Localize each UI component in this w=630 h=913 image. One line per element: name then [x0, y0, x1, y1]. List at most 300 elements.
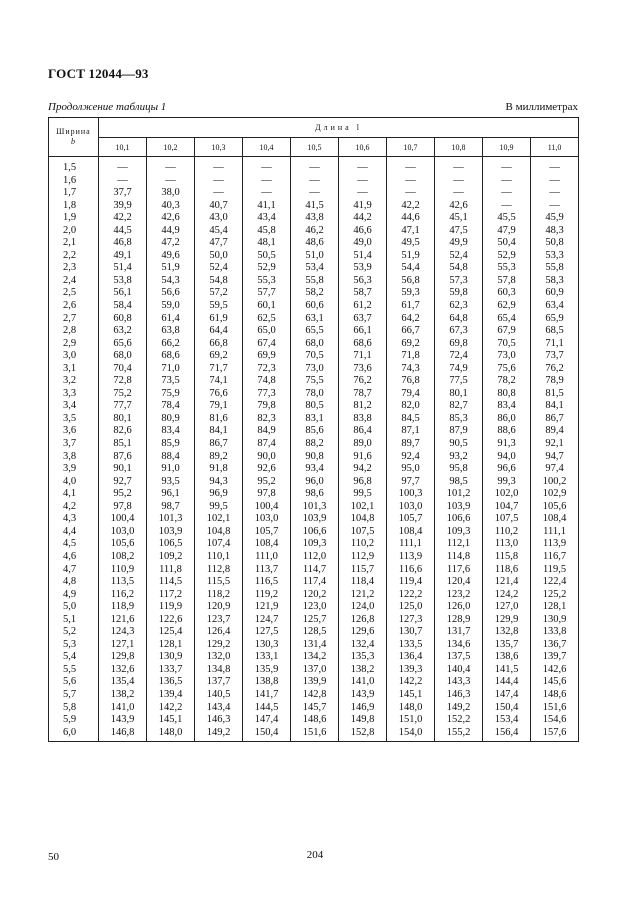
length-column-header: 10,7 — [387, 138, 435, 157]
table-cell: 75,2 — [99, 388, 147, 401]
table-cell: 73,0 — [291, 363, 339, 376]
table-cell: 119,5 — [531, 564, 579, 577]
table-cell: 102,1 — [195, 513, 243, 526]
table-row — [49, 651, 579, 664]
table-cell: 60,9 — [531, 287, 579, 300]
table-cell: 121,4 — [483, 576, 531, 589]
table-cell: 49,6 — [147, 250, 195, 263]
table-cell: 83,4 — [483, 400, 531, 413]
table-cell: 55,3 — [483, 262, 531, 275]
table-cell: 142,8 — [291, 689, 339, 702]
table-cell: 140,4 — [435, 664, 483, 677]
table-cell: 112,9 — [339, 551, 387, 564]
table-cell: 107,5 — [483, 513, 531, 526]
table-cell: 59,0 — [147, 300, 195, 313]
table-cell: 145,7 — [291, 702, 339, 715]
table-cell: 98,6 — [291, 488, 339, 501]
table-row — [49, 714, 579, 727]
table-cell: 95,2 — [99, 488, 147, 501]
width-value-cell: 2,3 — [49, 262, 99, 275]
table-cell: 59,8 — [435, 287, 483, 300]
table-row — [49, 187, 579, 200]
table-cell: 99,5 — [195, 501, 243, 514]
table-cell: 135,3 — [339, 651, 387, 664]
table-cell: 93,5 — [147, 476, 195, 489]
table-cell: 82,3 — [243, 413, 291, 426]
width-value-cell: 2,4 — [49, 275, 99, 288]
table-cell: 121,2 — [339, 589, 387, 602]
table-row — [49, 639, 579, 652]
length-column-header: 10,5 — [291, 138, 339, 157]
table-cell: 105,6 — [531, 501, 579, 514]
width-value-cell: 1,7 — [49, 187, 99, 200]
table-cell: 106,5 — [147, 538, 195, 551]
table-cell: 68,5 — [531, 325, 579, 338]
table-cell: 123,7 — [195, 614, 243, 627]
table-cell: 134,2 — [291, 651, 339, 664]
table-cell: 75,5 — [291, 375, 339, 388]
table-cell: 136,7 — [531, 639, 579, 652]
table-cell: 72,4 — [435, 350, 483, 363]
table-cell: 77,5 — [435, 375, 483, 388]
table-cell: 76,2 — [531, 363, 579, 376]
table-cell: 122,4 — [531, 576, 579, 589]
table-cell: 130,9 — [531, 614, 579, 627]
table-cell: 65,6 — [99, 338, 147, 351]
table-cell: 63,8 — [147, 325, 195, 338]
table-cell: 44,2 — [339, 212, 387, 225]
table-cell: 95,8 — [435, 463, 483, 476]
table-cell: 96,9 — [195, 488, 243, 501]
table-cell: 56,8 — [387, 275, 435, 288]
table-cell: 91,0 — [147, 463, 195, 476]
table-row — [49, 614, 579, 627]
units-caption: В миллиметрах — [505, 101, 578, 113]
width-value-cell: 5,9 — [49, 714, 99, 727]
table-cell: 72,8 — [99, 375, 147, 388]
table-cell: 67,3 — [435, 325, 483, 338]
table-cell: 54,8 — [195, 275, 243, 288]
table-cell: 96,8 — [339, 476, 387, 489]
table-cell: 86,4 — [339, 425, 387, 438]
table-cell: 104,7 — [483, 501, 531, 514]
table-cell: 74,1 — [195, 375, 243, 388]
table-cell: 88,2 — [291, 438, 339, 451]
table-cell: 124,0 — [339, 601, 387, 614]
width-header-label: Ширина — [56, 127, 91, 136]
table-cell: 38,0 — [147, 187, 195, 200]
table-cell: 143,3 — [435, 676, 483, 689]
table-row — [49, 451, 579, 464]
table-cell: 138,8 — [243, 676, 291, 689]
table-cell: 51,4 — [339, 250, 387, 263]
table-row — [49, 350, 579, 363]
table-cell: 88,6 — [483, 425, 531, 438]
table-cell: 116,5 — [243, 576, 291, 589]
table-cell: 71,1 — [531, 338, 579, 351]
table-cell: 116,2 — [99, 589, 147, 602]
table-cell: 89,4 — [531, 425, 579, 438]
table-cell: 135,4 — [99, 676, 147, 689]
table-cell: 85,1 — [99, 438, 147, 451]
table-cell: 73,0 — [483, 350, 531, 363]
table-cell: 47,9 — [483, 225, 531, 238]
width-value-cell: 5,7 — [49, 689, 99, 702]
table-row — [49, 551, 579, 564]
table-cell: 149,2 — [195, 727, 243, 742]
table-cell: 50,5 — [243, 250, 291, 263]
table-cell: 61,2 — [339, 300, 387, 313]
table-cell: — — [243, 187, 291, 200]
table-cell: 80,8 — [483, 388, 531, 401]
table-cell: 126,4 — [195, 626, 243, 639]
dimensions-table — [48, 117, 579, 742]
table-cell: 71,7 — [195, 363, 243, 376]
table-cell: 58,3 — [531, 275, 579, 288]
table-cell: 87,1 — [387, 425, 435, 438]
table-cell: 93,2 — [435, 451, 483, 464]
table-cell: 110,1 — [195, 551, 243, 564]
length-column-header: 10,1 — [99, 138, 147, 157]
width-value-cell: 1,9 — [49, 212, 99, 225]
table-cell: 57,3 — [435, 275, 483, 288]
table-cell: 55,8 — [531, 262, 579, 275]
width-value-cell: 2,1 — [49, 237, 99, 250]
table-cell: 136,5 — [147, 676, 195, 689]
table-cell: 104,8 — [339, 513, 387, 526]
table-cell: 133,8 — [531, 626, 579, 639]
table-cell: 97,8 — [243, 488, 291, 501]
table-cell: 45,1 — [435, 212, 483, 225]
table-cell: 126,0 — [435, 601, 483, 614]
table-cell: 74,3 — [387, 363, 435, 376]
table-row — [49, 488, 579, 501]
table-cell: 43,4 — [243, 212, 291, 225]
table-cell: — — [99, 157, 147, 175]
table-cell: 71,8 — [387, 350, 435, 363]
table-cell: 67,9 — [483, 325, 531, 338]
table-cell: 57,2 — [195, 287, 243, 300]
table-cell: 40,3 — [147, 200, 195, 213]
table-cell: 111,0 — [243, 551, 291, 564]
table-cell: 108,4 — [243, 538, 291, 551]
table-cell: — — [339, 175, 387, 188]
table-cell: 119,9 — [147, 601, 195, 614]
table-cell: 146,9 — [339, 702, 387, 715]
table-cell: 93,4 — [291, 463, 339, 476]
table-cell: 49,0 — [339, 237, 387, 250]
table-row — [49, 363, 579, 376]
table-cell: 49,5 — [387, 237, 435, 250]
width-value-cell: 4,0 — [49, 476, 99, 489]
table-cell: 61,7 — [387, 300, 435, 313]
table-cell: 87,6 — [99, 451, 147, 464]
table-cell: 132,6 — [99, 664, 147, 677]
table-cell: 157,6 — [531, 727, 579, 742]
table-cell: 68,6 — [339, 338, 387, 351]
table-cell: 151,6 — [291, 727, 339, 742]
length-column-header: 10,2 — [147, 138, 195, 157]
table-cell: 144,5 — [243, 702, 291, 715]
table-row — [49, 388, 579, 401]
table-cell: 150,4 — [483, 702, 531, 715]
table-cell: 105,7 — [387, 513, 435, 526]
table-cell: 129,9 — [483, 614, 531, 627]
table-row — [49, 538, 579, 551]
table-row — [49, 250, 579, 263]
table-cell: 47,1 — [387, 225, 435, 238]
table-cell: 94,7 — [531, 451, 579, 464]
table-row — [49, 438, 579, 451]
table-cell: — — [531, 157, 579, 175]
width-value-cell: 5,0 — [49, 601, 99, 614]
width-value-cell: 4,6 — [49, 551, 99, 564]
table-cell: 103,9 — [291, 513, 339, 526]
table-cell: — — [291, 175, 339, 188]
table-cell: 137,7 — [195, 676, 243, 689]
table-cell: 104,8 — [195, 526, 243, 539]
table-cell: — — [483, 175, 531, 188]
table-row — [49, 262, 579, 275]
table-cell: 95,0 — [387, 463, 435, 476]
table-cell: 69,2 — [195, 350, 243, 363]
table-cell: — — [387, 187, 435, 200]
table-cell: 48,3 — [531, 225, 579, 238]
table-cell: 55,3 — [243, 275, 291, 288]
table-cell: 109,3 — [435, 526, 483, 539]
length-column-header: 11,0 — [531, 138, 579, 157]
table-cell: 66,1 — [339, 325, 387, 338]
table-cell: 84,1 — [195, 425, 243, 438]
table-cell: 119,2 — [243, 589, 291, 602]
table-row — [49, 375, 579, 388]
table-cell: 102,9 — [531, 488, 579, 501]
table-cell: 137,0 — [291, 664, 339, 677]
table-cell: 95,2 — [243, 476, 291, 489]
table-row — [49, 400, 579, 413]
table-cell: 139,4 — [147, 689, 195, 702]
table-cell: 65,9 — [531, 313, 579, 326]
width-value-cell: 1,8 — [49, 200, 99, 213]
table-cell: 118,9 — [99, 601, 147, 614]
table-cell: 55,8 — [291, 275, 339, 288]
table-cell: 118,4 — [339, 576, 387, 589]
table-cell: 66,2 — [147, 338, 195, 351]
table-cell: 123,2 — [435, 589, 483, 602]
table-cell: 45,4 — [195, 225, 243, 238]
table-cell: 102,1 — [339, 501, 387, 514]
table-cell: 105,7 — [243, 526, 291, 539]
table-cell: 127,5 — [243, 626, 291, 639]
table-cell: — — [195, 157, 243, 175]
table-cell: 71,1 — [339, 350, 387, 363]
table-cell: 58,4 — [99, 300, 147, 313]
table-cell: 145,6 — [531, 676, 579, 689]
table-cell: 78,0 — [291, 388, 339, 401]
table-cell: 145,1 — [147, 714, 195, 727]
table-cell: — — [483, 187, 531, 200]
length-column-header: 10,3 — [195, 138, 243, 157]
table-cell: 136,4 — [387, 651, 435, 664]
length-column-header: 10,8 — [435, 138, 483, 157]
table-cell: 78,7 — [339, 388, 387, 401]
table-cell: 116,6 — [387, 564, 435, 577]
table-cell: 60,3 — [483, 287, 531, 300]
table-cell: 86,0 — [483, 413, 531, 426]
table-cell: 53,3 — [531, 250, 579, 263]
table-cell: 90,0 — [243, 451, 291, 464]
table-cell: 54,8 — [435, 262, 483, 275]
table-cell: 122,2 — [387, 589, 435, 602]
table-cell: 134,6 — [435, 639, 483, 652]
table-cell: 82,7 — [435, 400, 483, 413]
table-cell: 94,2 — [339, 463, 387, 476]
table-cell: 125,4 — [147, 626, 195, 639]
table-cell: 69,8 — [435, 338, 483, 351]
table-cell: 117,6 — [435, 564, 483, 577]
table-cell: 61,4 — [147, 313, 195, 326]
table-cell: 102,0 — [483, 488, 531, 501]
table-cell: 89,0 — [339, 438, 387, 451]
table-cell: 114,8 — [435, 551, 483, 564]
table-cell: 44,6 — [387, 212, 435, 225]
table-row — [49, 225, 579, 238]
width-symbol: b — [71, 137, 76, 146]
table-cell: 109,2 — [147, 551, 195, 564]
table-cell: 65,4 — [483, 313, 531, 326]
table-cell: 151,6 — [531, 702, 579, 715]
table-row — [49, 325, 579, 338]
table-cell: 146,3 — [195, 714, 243, 727]
table-cell: 149,2 — [435, 702, 483, 715]
table-cell: 148,0 — [147, 727, 195, 742]
table-cell: 127,3 — [387, 614, 435, 627]
width-value-cell: 3,4 — [49, 400, 99, 413]
table-cell: 152,8 — [339, 727, 387, 742]
table-cell: 44,9 — [147, 225, 195, 238]
table-cell: 42,6 — [435, 200, 483, 213]
table-cell: 76,6 — [195, 388, 243, 401]
table-cell: 91,8 — [195, 463, 243, 476]
table-cell: 51,0 — [291, 250, 339, 263]
table-cell: 128,1 — [531, 601, 579, 614]
table-cell: — — [531, 187, 579, 200]
table-body — [49, 157, 579, 742]
width-value-cell: 2,7 — [49, 313, 99, 326]
table-cell: 123,0 — [291, 601, 339, 614]
table-cell: — — [339, 157, 387, 175]
table-row — [49, 526, 579, 539]
table-cell: 115,8 — [483, 551, 531, 564]
table-row — [49, 463, 579, 476]
table-cell: 129,2 — [195, 639, 243, 652]
table-cell: 128,9 — [435, 614, 483, 627]
table-cell: 133,7 — [147, 664, 195, 677]
width-value-cell: 5,1 — [49, 614, 99, 627]
table-cell: 128,1 — [147, 639, 195, 652]
width-value-cell: 3,2 — [49, 375, 99, 388]
table-cell: 73,7 — [531, 350, 579, 363]
table-cell: 49,9 — [435, 237, 483, 250]
width-value-cell: 4,1 — [49, 488, 99, 501]
width-value-cell: 5,8 — [49, 702, 99, 715]
table-cell: 90,8 — [291, 451, 339, 464]
table-cell: 37,7 — [99, 187, 147, 200]
table-cell: 42,2 — [387, 200, 435, 213]
table-cell: 103,9 — [435, 501, 483, 514]
table-cell: 120,2 — [291, 589, 339, 602]
table-cell: 115,5 — [195, 576, 243, 589]
table-cell: 99,5 — [339, 488, 387, 501]
table-cell: 121,9 — [243, 601, 291, 614]
table-cell: 138,2 — [339, 664, 387, 677]
table-cell: 63,7 — [339, 313, 387, 326]
table-cell: 91,6 — [339, 451, 387, 464]
table-cell: 46,8 — [99, 237, 147, 250]
table-cell: 70,5 — [483, 338, 531, 351]
table-row — [49, 275, 579, 288]
table-cell: 56,1 — [99, 287, 147, 300]
table-cell: 142,2 — [387, 676, 435, 689]
table-cell: 51,9 — [387, 250, 435, 263]
table-cell: 107,4 — [195, 538, 243, 551]
table-cell: 103,0 — [99, 526, 147, 539]
table-row — [49, 601, 579, 614]
table-cell: — — [483, 157, 531, 175]
table-cell: 53,9 — [339, 262, 387, 275]
table-cell: 108,4 — [387, 526, 435, 539]
table-cell: 125,7 — [291, 614, 339, 627]
table-cell: 46,6 — [339, 225, 387, 238]
table-cell: 79,4 — [387, 388, 435, 401]
table-cell: 64,4 — [195, 325, 243, 338]
width-value-cell: 2,8 — [49, 325, 99, 338]
table-cell: 112,0 — [291, 551, 339, 564]
table-cell: 51,9 — [147, 262, 195, 275]
width-value-cell: 3,1 — [49, 363, 99, 376]
table-cell: 42,2 — [99, 212, 147, 225]
table-cell: 92,1 — [531, 438, 579, 451]
table-cell: 62,5 — [243, 313, 291, 326]
table-cell: 83,1 — [291, 413, 339, 426]
width-value-cell: 3,9 — [49, 463, 99, 476]
table-cell: 76,2 — [339, 375, 387, 388]
table-cell: 143,4 — [195, 702, 243, 715]
length-column-header: 10,6 — [339, 138, 387, 157]
table-cell: — — [195, 175, 243, 188]
table-cell: 85,9 — [147, 438, 195, 451]
table-cell: 113,7 — [243, 564, 291, 577]
table-cell: — — [531, 200, 579, 213]
table-cell: 139,7 — [531, 651, 579, 664]
table-cell: 117,4 — [291, 576, 339, 589]
table-cell: 148,6 — [291, 714, 339, 727]
table-cell: 100,2 — [531, 476, 579, 489]
table-cell: 100,4 — [243, 501, 291, 514]
table-cell: 131,4 — [291, 639, 339, 652]
length-column-header: 10,9 — [483, 138, 531, 157]
table-cell: 112,8 — [195, 564, 243, 577]
table-cell: 74,9 — [435, 363, 483, 376]
table-cell: 75,9 — [147, 388, 195, 401]
table-cell: 86,7 — [195, 438, 243, 451]
table-cell: 47,7 — [195, 237, 243, 250]
table-cell: 83,8 — [339, 413, 387, 426]
table-cell: 50,4 — [483, 237, 531, 250]
table-cell: 45,5 — [483, 212, 531, 225]
table-cell: 155,2 — [435, 727, 483, 742]
table-cell: 115,7 — [339, 564, 387, 577]
